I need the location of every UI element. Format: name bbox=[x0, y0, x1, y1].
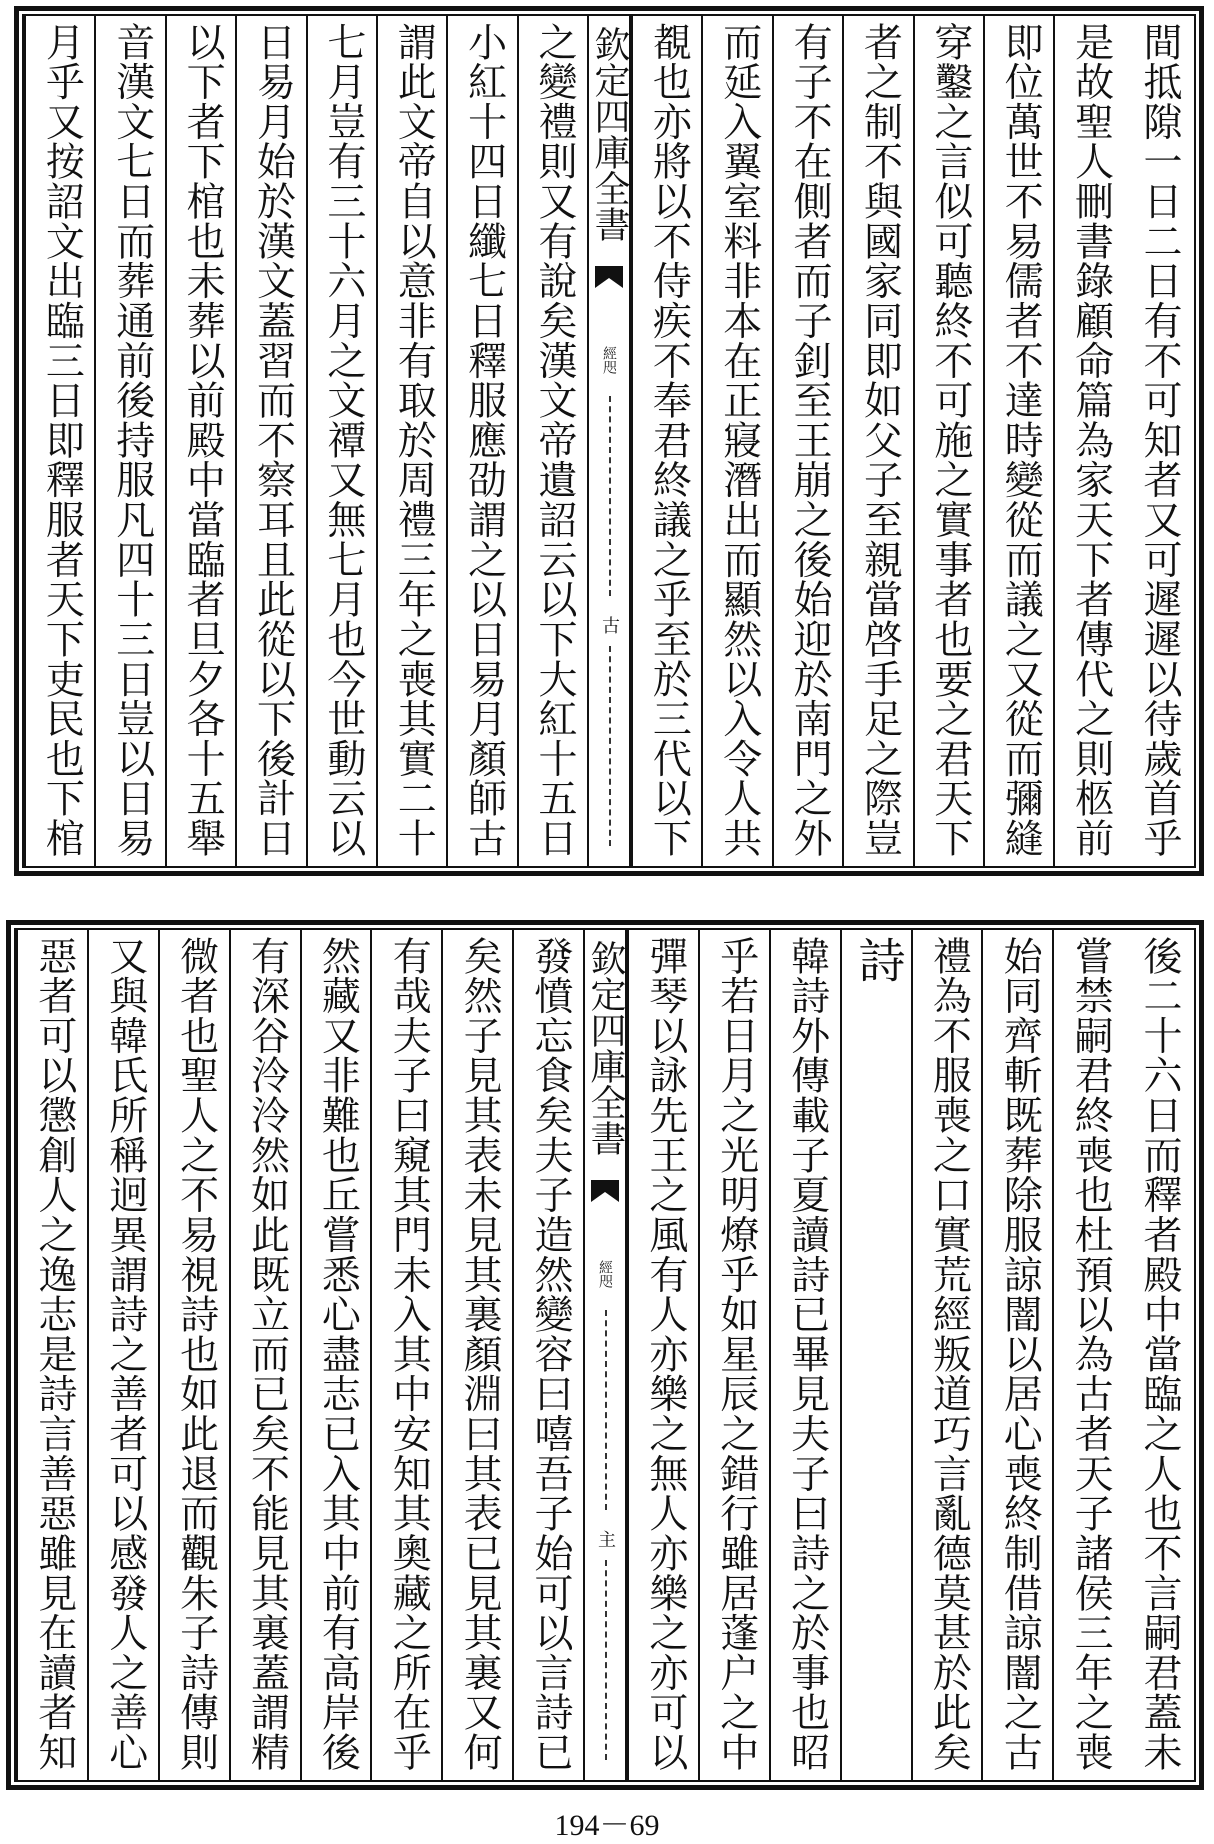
column-text: 七月豈有三十六月之文禫又無七月也今世動云以 bbox=[320, 22, 366, 858]
column-text: 禮為不服喪之口實荒經叛道巧言亂德莫甚於此矣 bbox=[926, 936, 972, 1772]
column-text: 然藏又非難也丘嘗悉心盡志已入其中前有高岸後 bbox=[315, 936, 361, 1772]
column-text: 謂此文帝自以意非有取於周禮三年之喪其實二十 bbox=[391, 22, 437, 858]
band-dash-line bbox=[605, 1560, 607, 1760]
text-column bbox=[441, 930, 512, 1780]
column-text: 即位萬世不易儒者不達時變從而議之又從而彌縫 bbox=[998, 22, 1044, 858]
text-column bbox=[24, 16, 94, 866]
column-text: 小紅十四日纖七日釋服應劭謂之以日易月顏師古 bbox=[461, 22, 507, 858]
band-title: 欽定四庫全書 bbox=[589, 26, 630, 242]
text-column bbox=[1053, 16, 1123, 866]
text-column bbox=[158, 930, 229, 1780]
column-text: 有深谷泠泠然如此既立而已矣不能見其裏蓋謂精 bbox=[244, 936, 290, 1772]
text-column bbox=[306, 16, 376, 866]
text-column bbox=[769, 930, 840, 1780]
band-dash-line bbox=[605, 1310, 607, 1510]
column-text: 後二十六日而釋者殿中當臨之人也不言嗣君蓋未 bbox=[1137, 936, 1182, 1772]
text-column bbox=[1124, 16, 1194, 866]
column-text: 始同齊斬既葬除服諒闇以居心喪終制借諒闇之古 bbox=[997, 936, 1043, 1772]
text-column bbox=[229, 930, 300, 1780]
text-column bbox=[235, 16, 305, 866]
text-column bbox=[913, 16, 983, 866]
column-text: 月乎又按詔文出臨三日即釋服者天下吏民也下棺 bbox=[39, 22, 85, 858]
upper-text-block bbox=[22, 14, 1196, 868]
band-dash-line bbox=[609, 396, 611, 596]
band-dash-line bbox=[609, 646, 611, 846]
text-column bbox=[16, 930, 87, 1780]
text-column bbox=[698, 930, 769, 1780]
column-text: 而延入翼室料非本在正寢潛出而顯然以入令人共 bbox=[716, 22, 762, 858]
text-column bbox=[370, 930, 441, 1780]
column-text: 微者也聖人之不易視詩也如此退而觀朱子詩傳則 bbox=[173, 936, 219, 1772]
column-text: 以下者下棺也未葬以前殿中當臨者旦夕各十五舉 bbox=[180, 22, 226, 858]
text-column bbox=[165, 16, 235, 866]
column-text: 穿鑿之言似可聽終不可施之實事者也要之君天下 bbox=[927, 22, 973, 858]
column-text: 嘗禁嗣君終喪也杜預以為古者天子諸侯三年之喪 bbox=[1068, 936, 1114, 1772]
text-column bbox=[840, 930, 911, 1780]
column-text: 韓詩外傳載子夏讀詩已畢見夫子曰詩之於事也昭 bbox=[784, 936, 830, 1772]
text-column bbox=[1052, 930, 1123, 1780]
fishtail-mark-icon bbox=[591, 1180, 619, 1220]
column-text: 詩 bbox=[850, 936, 906, 1772]
column-text: 有哉夫子曰窺其門未入其中安知其奧藏之所在乎 bbox=[386, 936, 432, 1772]
text-column bbox=[983, 16, 1053, 866]
column-text: 有子不在側者而子釗至王崩之後始迎於南門之外 bbox=[787, 22, 833, 858]
column-text: 間抵隙一日二日有不可知者又可遲遲以待歲首乎 bbox=[1137, 22, 1182, 858]
text-column bbox=[772, 16, 842, 866]
column-text: 發憤忘食矣夫子造然變容曰嘻吾子始可以言詩已 bbox=[528, 936, 573, 1772]
text-column bbox=[517, 16, 587, 866]
text-column bbox=[701, 16, 771, 866]
text-column bbox=[842, 16, 912, 866]
folio-number: 主 bbox=[595, 1530, 616, 1548]
column-text: 之變禮則又有說矣漢文帝遺詔云以下大紅十五日 bbox=[532, 22, 577, 858]
text-column bbox=[627, 930, 698, 1780]
column-text: 又與韓氏所稱迥異謂詩之善者可以感發人之善心 bbox=[102, 936, 148, 1772]
column-text: 者之制不與國家同即如父子至親當啓手足之際豈 bbox=[857, 22, 903, 858]
text-column bbox=[300, 930, 371, 1780]
center-fold-band bbox=[587, 16, 631, 866]
folio-number: 古 bbox=[599, 616, 620, 634]
column-text: 惡者可以懲創人之逸志是詩言善惡雖見在讀者知 bbox=[31, 936, 77, 1772]
column-text: 是故聖人刪書錄顧命篇為家天下者傳代之則柩前 bbox=[1068, 22, 1114, 858]
column-text: 彈琴以詠先王之風有人亦樂之無人亦樂之亦可以 bbox=[642, 936, 688, 1772]
text-column bbox=[631, 16, 701, 866]
column-text: 日易月始於漢文蓋習而不察耳且此從以下後計日 bbox=[250, 22, 296, 858]
text-column bbox=[1123, 930, 1194, 1780]
text-column bbox=[446, 16, 516, 866]
text-column bbox=[87, 930, 158, 1780]
column-text: 矣然子見其表未見其裏顏淵曰其表已見其裏又何 bbox=[457, 936, 503, 1772]
text-column bbox=[376, 16, 446, 866]
column-text: 覩也亦將以不侍疾不奉君終議之乎至於三代以下 bbox=[646, 22, 692, 858]
text-column bbox=[512, 930, 583, 1780]
lower-text-block bbox=[14, 928, 1196, 1782]
fishtail-mark-icon bbox=[595, 266, 623, 306]
page-number-footer: 194－69 bbox=[554, 1809, 660, 1842]
text-column bbox=[94, 16, 164, 866]
band-title: 欽定四庫全書 bbox=[585, 940, 626, 1156]
text-column bbox=[911, 930, 982, 1780]
column-text: 音漢文七日而葬通前後持服凡四十三日豈以日易 bbox=[109, 22, 155, 858]
band-subtitle: 經咫 bbox=[601, 346, 617, 374]
column-text: 乎若日月之光明燎乎如星辰之錯行雖居蓬户之中 bbox=[713, 936, 759, 1772]
center-fold-band bbox=[583, 930, 627, 1780]
text-column bbox=[981, 930, 1052, 1780]
band-subtitle: 經咫 bbox=[597, 1260, 613, 1288]
